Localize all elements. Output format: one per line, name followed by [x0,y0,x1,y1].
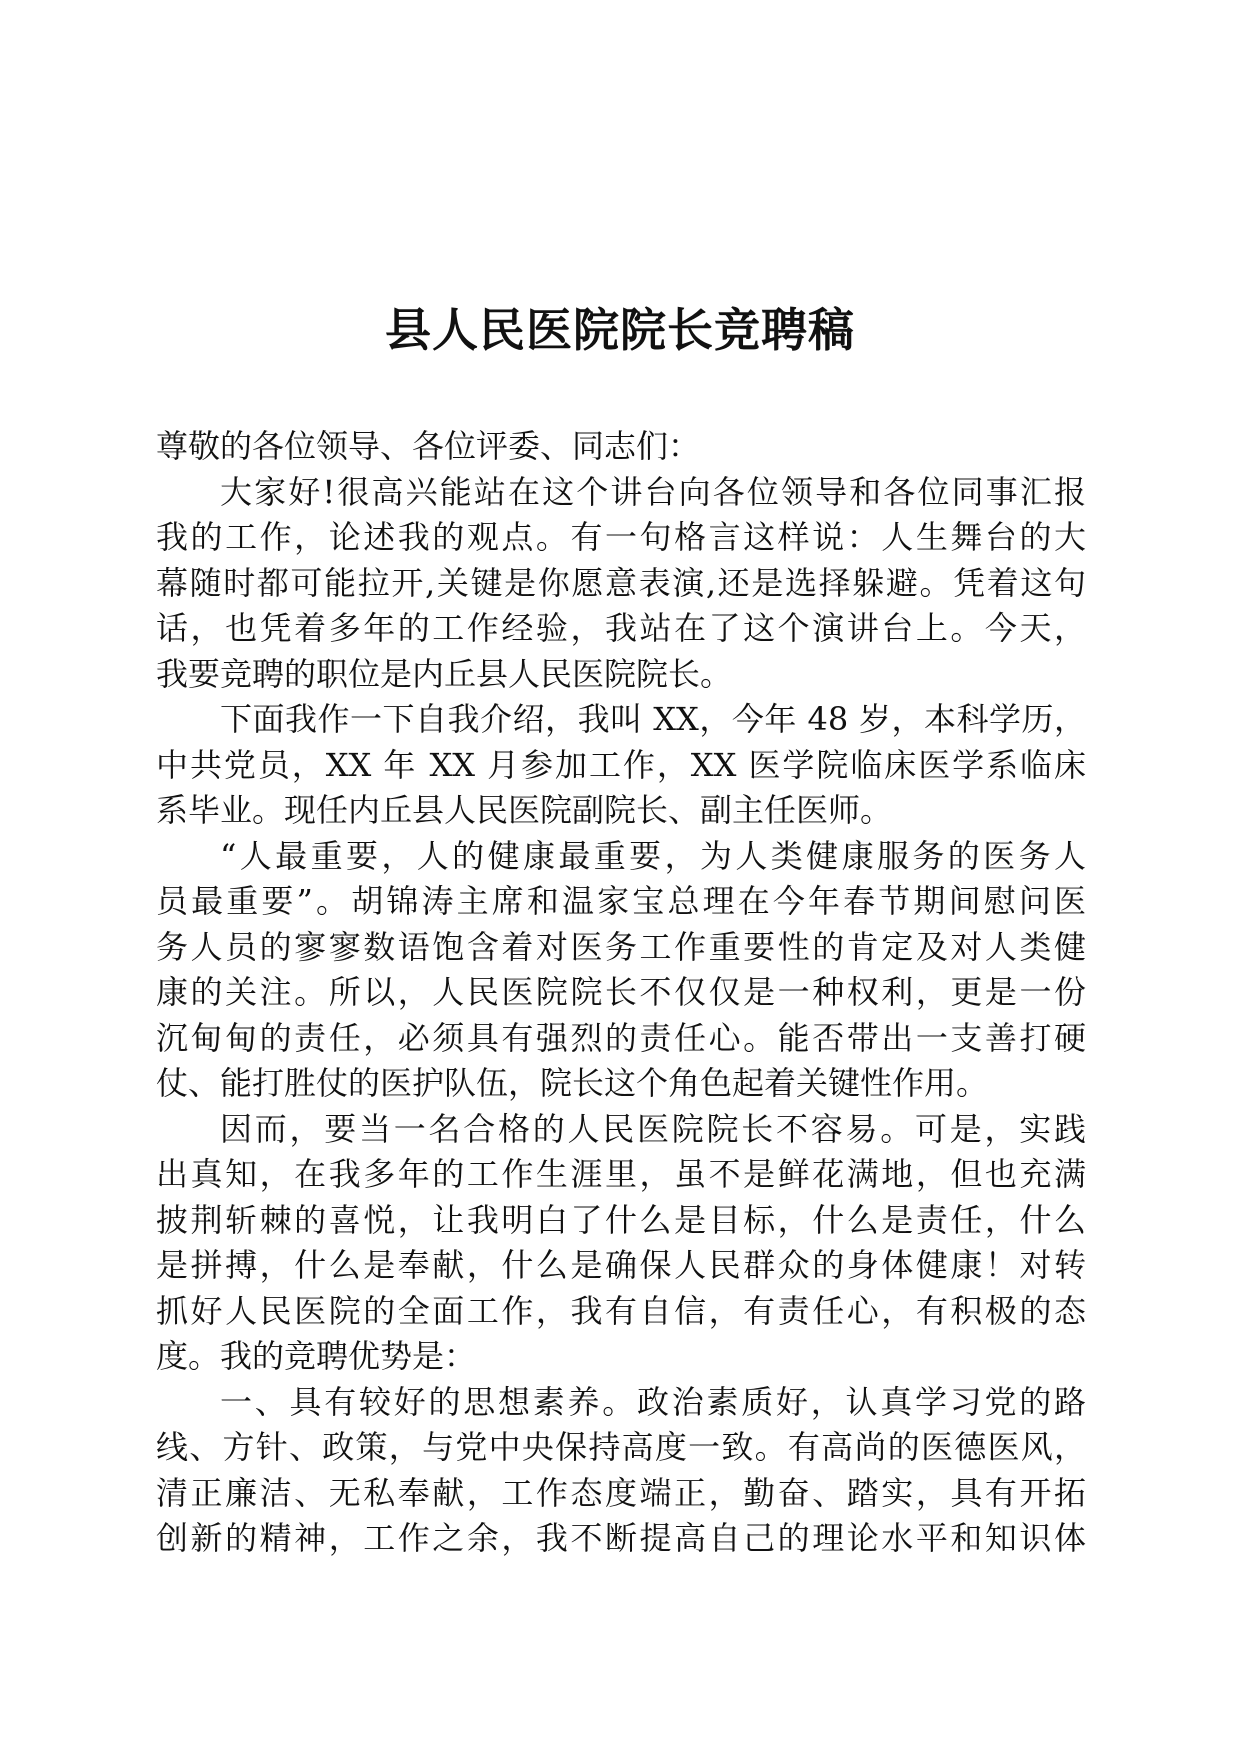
text-line: 是拼搏，什么是奉献，什么是确保人民群众的身体健康！对转 [156,1246,1086,1284]
text-line: 员最重要”。胡锦涛主席和温家宝总理在今年春节期间慰问医 [156,882,1086,920]
text-line: 仗、能打胜仗的医护队伍，院长这个角色起着关键性作用。 [156,1064,989,1102]
text-line: 因而，要当一名合格的人民医院院长不容易。可是，实践 [220,1109,1086,1148]
text-line: 一、具有较好的思想素养。政治素质好，认真学习党的路 [220,1382,1086,1421]
text-line: 沉甸甸的责任，必须具有强烈的责任心。能否带出一支善打硬 [156,1018,1086,1057]
text-line: 线、方针、政策，与党中央保持高度一致。有高尚的医德医风， [156,1428,1086,1466]
text-line: 披荆斩棘的喜悦，让我明白了什么是目标，什么是责任，什么 [156,1200,1086,1239]
text-line: 系毕业。现任内丘县人民医院副院长、副主任医师。 [156,791,893,829]
text-line: 清正廉洁、无私奉献，工作态度端正，勤奋、踏实，具有开拓 [156,1473,1086,1512]
document-body [156,424,1086,1562]
text-line: 中共党员，XX 年 XX 月参加工作，XX 医学院临床医学系临床 [156,745,1086,784]
text-line: 幕随时都可能拉开,关键是你愿意表演,还是选择躲避。凭着这句 [156,563,1086,602]
text-line: 度。我的竞聘优势是： [156,1337,477,1375]
text-line: 我的工作，论述我的观点。有一句格言这样说：人生舞台的大 [156,518,1086,556]
salutation-line: 尊敬的各位领导、各位评委、同志们： [156,427,701,465]
document-title: 县人民医院院长竞聘稿 [385,303,855,357]
text-line: 下面我作一下自我介绍，我叫 XX，今年 48 岁，本科学历， [220,700,1086,738]
text-line: 抓好人民医院的全面工作，我有自信，有责任心，有积极的态 [156,1291,1086,1330]
text-line: 大家好!很高兴能站在这个讲台向各位领导和各位同事汇报 [220,472,1086,511]
text-line: 我要竞聘的职位是内丘县人民医院院长。 [156,654,733,693]
text-line: 务人员的寥寥数语饱含着对医务工作重要性的肯定及对人类健 [156,927,1086,966]
text-line: 话，也凭着多年的工作经验，我站在了这个演讲台上。今天， [156,609,1086,647]
text-line: 出真知，在我多年的工作生涯里，虽不是鲜花满地，但也充满 [156,1155,1086,1193]
text-line: “人最重要，人的健康最重要，为人类健康服务的医务人 [220,836,1086,875]
text-line: 创新的精神，工作之余，我不断提高自己的理论水平和知识体 [156,1519,1086,1557]
text-line: 康的关注。所以，人民医院院长不仅仅是一种权利，更是一份 [156,973,1086,1011]
